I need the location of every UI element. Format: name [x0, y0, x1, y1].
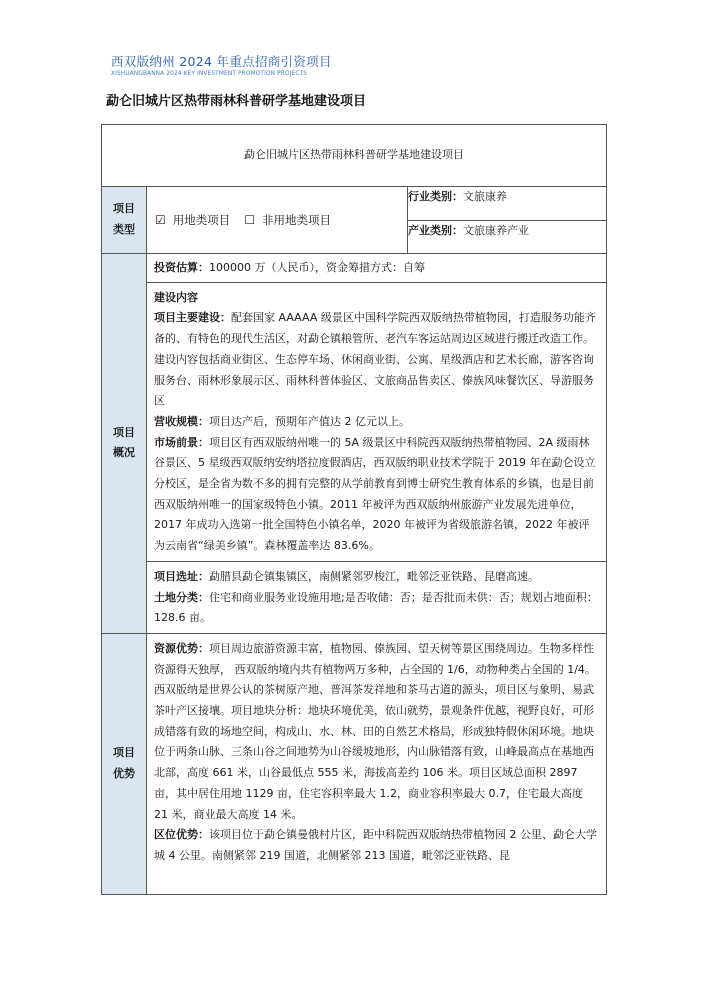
content-heading: 建设内容: [154, 290, 198, 304]
main-construction-text: 配套国家 AAAAA 级景区中国科学院西双版纳热带植物园，打造服务功能齐备的、有特色的现代生活区，对勐仑镇粮管所、老汽车客运站周边区域进行搬迁改造工作。建设内容包括商业街区、生态停车场、休闲商业街、公寓、星级酒店和艺术长廊，游客咨询服务台、雨林形象展示区、雨林科普体验区、文旅商品售卖区、傣族风味餐饮区、导游服务区: [154, 311, 596, 408]
location-text: 该项目位于勐仑镇曼俄村片区，距中科院西双版纳热带植物园 2 公里、勐仑大学城 4 公里。南侧紧邻 219 国道，北侧紧邻 213 国道，毗邻泛亚铁路、昆: [154, 828, 597, 862]
site-text: 勐腊县勐仑镇集镇区，南侧紧邻罗梭江，毗邻泛亚铁路、昆磨高速。: [209, 569, 539, 583]
revenue-label: 营收规模：: [154, 414, 209, 428]
page-header: [111, 54, 332, 78]
investment-cell: [147, 254, 607, 283]
land-class-text: 住宅和商业服务业设施用地;是否收储：否；是否批而未供：否；规划占地面积：128.6 亩。: [154, 590, 598, 625]
document-title: 勐仑旧城片区热带雨林科普研学基地建设项目: [106, 94, 367, 109]
site-cell: [147, 561, 607, 633]
table-banner: 勐仑旧城片区热带雨林科普研学基地建设项目: [102, 125, 607, 187]
investment-label: 投资估算：: [154, 261, 209, 274]
resource-label: 资源优势：: [154, 641, 209, 655]
unchecked-checkbox-icon[interactable]: ☐: [244, 213, 256, 227]
market-label: 市场前景：: [154, 435, 209, 449]
industry-value: 文旅康养: [463, 190, 507, 203]
land-use-option: 用地类项目: [172, 213, 231, 227]
non-land-use-option: 非用地类项目: [262, 213, 332, 227]
project-table: [101, 124, 607, 895]
resource-text: 项目周边旅游资源丰富，植物园、傣族园、望天树等景区围绕周边。生物多样性资源得天独厚， 西双版纳境内共有植物两万多种，占全国的 1/6，动物种类占全国的 1/4。西双版纳是世界公认的茶树原产地、普洱茶发祥地和茶马古道的源头，项目区与象明、易武茶叶产区接壤。项目地块分析：地块环境优美，依山就势，景观条件优越，视野良好，可形成错落有致的场地空间，构成山、水、林、田的自然艺术格局，形成独特假休闲环境。地块位于两条山脉、三条山谷之间地势为山谷缓坡地形，内山脉错落有致，山峰最高点在基地西北部，高度 661 米，山谷最低点 555 米，海拔高差约 106 米。项目区域总面积 2897 亩，其中居住用地 1129 亩，住宅容积率最大 1.2，商业容积率最大 0.7，住宅最大高度 21 米，商业最大高度 14 米。: [154, 641, 596, 821]
project-type-label: 项目 类型: [102, 187, 147, 254]
content-cell: [147, 282, 607, 561]
sector-category: [408, 220, 607, 254]
industry-label: 行业类别：: [408, 190, 463, 203]
industry-category: [408, 187, 607, 221]
location-label: 区位优势：: [154, 828, 209, 842]
land-class-label: 土地分类：: [154, 590, 209, 604]
investment-text: 100000 万（人民币），资金筹措方式：自筹: [209, 261, 425, 274]
checked-checkbox-icon[interactable]: ☑: [155, 213, 166, 227]
sector-label: 产业类别：: [408, 223, 463, 237]
sector-value: 文旅康养产业: [463, 223, 529, 237]
header-subtitle: XISHUANGBANNA 2024 KEY INVESTMENT PROMOTION PROJECTS: [111, 71, 308, 77]
market-text: 项目区有西双版纳州唯一的 5A 级景区中科院西双版纳热带植物园、2A 级雨林谷景区、5 星级西双版纳安纳塔拉度假酒店，西双版纳职业技术学院于 2019 年在勐仑设立分校区，是全省为数不多的拥有完整的从学前教育到博士研究生教育体系的乡镇，也是目前西双版纳州唯一的国家级特色小镇。2011 年被评为西双版纳州旅游产业发展先进单位，2017 年成功入选第一批全国特色小镇名单，2020 年被评为省级旅游名镇，2022 年被评为云南省“绿美乡镇”。森林覆盖率达 83.6%。: [154, 435, 596, 553]
main-construction-label: 项目主要建设：: [154, 311, 231, 325]
site-label: 项目选址：: [154, 569, 209, 583]
advantage-label: 项目 优势: [102, 633, 147, 894]
header-title: 西双版纳州 2024 年重点招商引资项目: [111, 54, 332, 69]
overview-label: 项目 概况: [102, 254, 147, 634]
advantage-cell: [147, 633, 607, 894]
revenue-text: 项目达产后，预期年产值达 2 亿元以上。: [209, 414, 410, 428]
project-type-cell: [147, 187, 408, 254]
